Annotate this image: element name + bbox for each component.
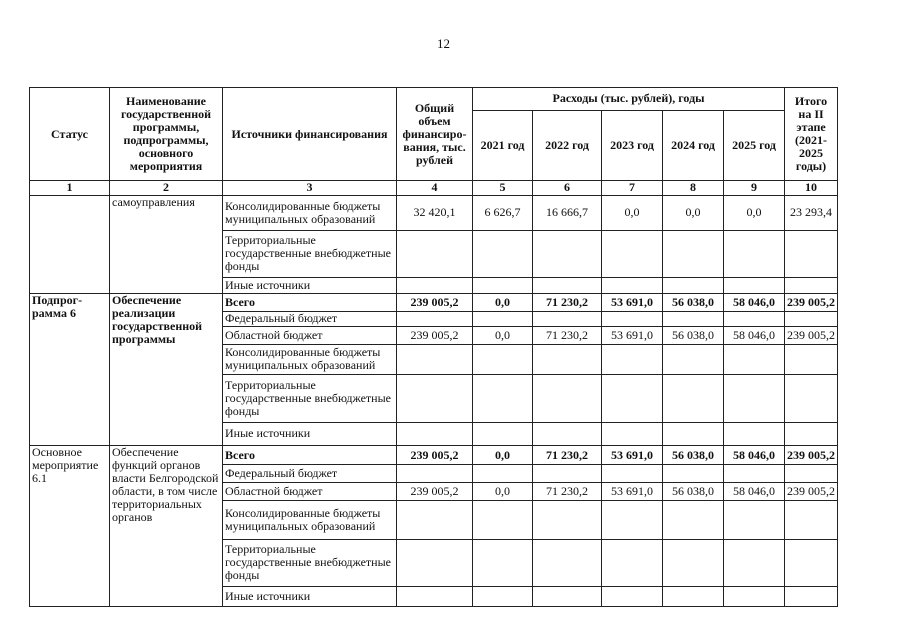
page-number: 12 <box>437 36 450 51</box>
header-year-2021: 2021 год <box>473 110 533 180</box>
total-cell: 239 005,2 <box>397 294 473 312</box>
year-2023-cell <box>602 374 663 422</box>
year-2024-cell: 0,0 <box>663 195 724 230</box>
year-2025-cell: 0,0 <box>724 195 785 230</box>
itogo-cell <box>785 230 838 277</box>
source-cell: Всего <box>223 446 397 465</box>
year-2022-cell: 16 666,7 <box>533 195 602 230</box>
year-2021-cell: 6 626,7 <box>473 195 533 230</box>
year-2023-cell: 0,0 <box>602 195 663 230</box>
year-2025-cell <box>724 311 785 327</box>
year-2021-cell <box>473 464 533 482</box>
year-2024-cell <box>663 277 724 294</box>
year-2024-cell <box>663 374 724 422</box>
status-cell: Подпрог-рамма 6 <box>30 294 110 446</box>
year-2024-cell <box>663 587 724 607</box>
source-cell: Областной бюджет <box>223 327 397 345</box>
source-cell: Консолидированные бюджеты муниципальных образований <box>223 195 397 230</box>
itogo-cell: 23 293,4 <box>785 195 838 230</box>
source-cell: Территориальные государственные внебюджетные фонды <box>223 230 397 277</box>
year-2025-cell <box>724 422 785 446</box>
year-2023-cell <box>602 501 663 539</box>
itogo-cell <box>785 501 838 539</box>
itogo-cell <box>785 422 838 446</box>
year-2022-cell <box>533 539 602 587</box>
total-cell: 32 420,1 <box>397 195 473 230</box>
year-2024-cell <box>663 230 724 277</box>
source-cell: Областной бюджет <box>223 482 397 501</box>
year-2023-cell <box>602 587 663 607</box>
itogo-cell <box>785 277 838 294</box>
column-numbers-row <box>30 181 838 196</box>
year-2025-cell <box>724 539 785 587</box>
year-2022-cell <box>533 277 602 294</box>
name-cell: Обеспечение реализации государственной программы <box>110 294 223 446</box>
year-2022-cell: 71 230,2 <box>533 482 602 501</box>
financing-table <box>29 87 838 607</box>
year-2025-cell <box>724 277 785 294</box>
source-cell: Всего <box>223 294 397 312</box>
year-2021-cell: 0,0 <box>473 482 533 501</box>
col-number: 6 <box>533 181 602 196</box>
col-number: 10 <box>785 181 838 196</box>
total-cell: 239 005,2 <box>397 482 473 501</box>
itogo-cell <box>785 344 838 374</box>
source-cell: Федеральный бюджет <box>223 311 397 327</box>
year-2024-cell <box>663 422 724 446</box>
header-itogo: Итого на II этапе (2021-2025 годы) <box>785 88 838 181</box>
status-cell: Основное мероприятие 6.1 <box>30 446 110 607</box>
header-total-volume: Общий объем финансиро-вания, тыс. рублей <box>397 88 473 181</box>
itogo-cell <box>785 311 838 327</box>
name-cell: самоуправления <box>110 195 223 293</box>
year-2021-cell <box>473 539 533 587</box>
year-2024-cell: 56 038,0 <box>663 327 724 345</box>
year-2024-cell <box>663 464 724 482</box>
year-2023-cell <box>602 539 663 587</box>
source-cell: Иные источники <box>223 422 397 446</box>
year-2024-cell <box>663 501 724 539</box>
year-2022-cell <box>533 464 602 482</box>
total-cell: 239 005,2 <box>397 446 473 465</box>
year-2021-cell <box>473 422 533 446</box>
total-cell <box>397 422 473 446</box>
header-row <box>30 88 838 111</box>
year-2023-cell: 53 691,0 <box>602 482 663 501</box>
year-2023-cell <box>602 344 663 374</box>
total-cell <box>397 587 473 607</box>
year-2021-cell: 0,0 <box>473 294 533 312</box>
year-2021-cell <box>473 311 533 327</box>
year-2025-cell <box>724 374 785 422</box>
total-cell <box>397 501 473 539</box>
year-2025-cell <box>724 464 785 482</box>
source-cell: Федеральный бюджет <box>223 464 397 482</box>
year-2022-cell <box>533 230 602 277</box>
year-2021-cell: 0,0 <box>473 446 533 465</box>
year-2022-cell: 71 230,2 <box>533 327 602 345</box>
year-2025-cell <box>724 587 785 607</box>
col-number: 9 <box>724 181 785 196</box>
year-2024-cell: 56 038,0 <box>663 482 724 501</box>
year-2023-cell: 53 691,0 <box>602 327 663 345</box>
itogo-cell: 239 005,2 <box>785 327 838 345</box>
year-2025-cell: 58 046,0 <box>724 446 785 465</box>
year-2022-cell <box>533 344 602 374</box>
itogo-cell <box>785 464 838 482</box>
year-2023-cell <box>602 464 663 482</box>
table-row <box>30 294 838 312</box>
header-sources: Источники финансирования <box>223 88 397 181</box>
year-2025-cell <box>724 501 785 539</box>
source-cell: Территориальные государственные внебюджетные фонды <box>223 539 397 587</box>
itogo-cell: 239 005,2 <box>785 294 838 312</box>
year-2025-cell: 58 046,0 <box>724 294 785 312</box>
itogo-cell <box>785 587 838 607</box>
header-year-2024: 2024 год <box>663 110 724 180</box>
year-2023-cell: 53 691,0 <box>602 294 663 312</box>
col-number: 4 <box>397 181 473 196</box>
year-2024-cell <box>663 311 724 327</box>
year-2021-cell <box>473 374 533 422</box>
year-2024-cell <box>663 344 724 374</box>
total-cell <box>397 464 473 482</box>
status-cell <box>30 195 110 293</box>
header-expenses: Расходы (тыс. рублей), годы <box>473 88 785 111</box>
year-2024-cell: 56 038,0 <box>663 294 724 312</box>
header-year-2023: 2023 год <box>602 110 663 180</box>
total-cell <box>397 539 473 587</box>
header-status: Статус <box>30 88 110 181</box>
header-name: Наименование государственной программы, подпрограммы, основного мероприятия <box>110 88 223 181</box>
col-number: 8 <box>663 181 724 196</box>
year-2025-cell: 58 046,0 <box>724 482 785 501</box>
col-number: 7 <box>602 181 663 196</box>
year-2021-cell <box>473 277 533 294</box>
col-number: 2 <box>110 181 223 196</box>
col-number: 1 <box>30 181 110 196</box>
itogo-cell: 239 005,2 <box>785 482 838 501</box>
source-cell: Иные источники <box>223 587 397 607</box>
total-cell <box>397 277 473 294</box>
year-2021-cell <box>473 587 533 607</box>
year-2021-cell <box>473 501 533 539</box>
total-cell <box>397 230 473 277</box>
year-2022-cell <box>533 422 602 446</box>
name-cell: Обеспечение функций органов власти Белгородской области, в том числе территориальных органов <box>110 446 223 607</box>
total-cell <box>397 374 473 422</box>
year-2021-cell <box>473 230 533 277</box>
source-cell: Территориальные государственные внебюджетные фонды <box>223 374 397 422</box>
year-2023-cell <box>602 311 663 327</box>
source-cell: Иные источники <box>223 277 397 294</box>
year-2025-cell <box>724 230 785 277</box>
total-cell <box>397 344 473 374</box>
itogo-cell <box>785 374 838 422</box>
itogo-cell: 239 005,2 <box>785 446 838 465</box>
year-2023-cell: 53 691,0 <box>602 446 663 465</box>
year-2021-cell: 0,0 <box>473 327 533 345</box>
table-row <box>30 446 838 465</box>
year-2023-cell <box>602 230 663 277</box>
col-number: 3 <box>223 181 397 196</box>
year-2025-cell: 58 046,0 <box>724 327 785 345</box>
year-2024-cell <box>663 539 724 587</box>
total-cell <box>397 311 473 327</box>
table-row <box>30 195 838 230</box>
year-2022-cell <box>533 501 602 539</box>
year-2022-cell <box>533 374 602 422</box>
year-2025-cell <box>724 344 785 374</box>
year-2022-cell: 71 230,2 <box>533 294 602 312</box>
header-year-2022: 2022 год <box>533 110 602 180</box>
source-cell: Консолидированные бюджеты муниципальных образований <box>223 501 397 539</box>
source-cell: Консолидированные бюджеты муниципальных образований <box>223 344 397 374</box>
year-2022-cell <box>533 587 602 607</box>
year-2023-cell <box>602 277 663 294</box>
year-2021-cell <box>473 344 533 374</box>
total-cell: 239 005,2 <box>397 327 473 345</box>
year-2023-cell <box>602 422 663 446</box>
itogo-cell <box>785 539 838 587</box>
year-2022-cell <box>533 311 602 327</box>
year-2024-cell: 56 038,0 <box>663 446 724 465</box>
header-year-2025: 2025 год <box>724 110 785 180</box>
year-2022-cell: 71 230,2 <box>533 446 602 465</box>
col-number: 5 <box>473 181 533 196</box>
